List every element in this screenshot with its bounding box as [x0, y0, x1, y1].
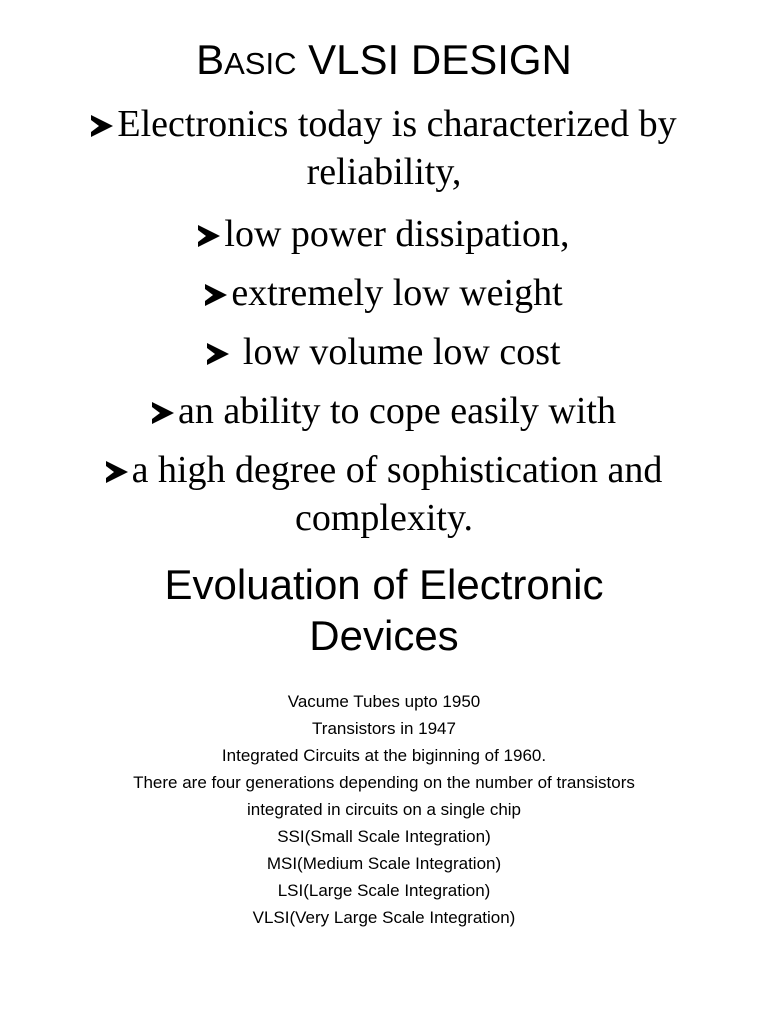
bullet-text: extremely low weight	[231, 272, 563, 314]
list-item: VLSI(Very Large Scale Integration)	[252, 908, 516, 927]
list-item: Integrated Circuits at the biginning of 1960.	[221, 746, 547, 765]
bullet-item	[40, 269, 728, 317]
arrow-bullet-icon	[198, 225, 220, 247]
bullet-item	[40, 210, 728, 258]
arrow-bullet-icon	[205, 284, 227, 306]
bullet-text: an ability to cope easily with	[178, 390, 616, 432]
list-item: There are four generations depending on the number of transistors	[133, 773, 635, 792]
arrow-bullet-icon	[106, 461, 128, 483]
list-item: SSI(Small Scale Integration)	[277, 827, 491, 846]
section-title-line1: Evoluation of Electronic	[164, 561, 604, 601]
bullet-item	[40, 387, 728, 435]
bullet-item	[40, 100, 728, 196]
title-small-caps: ASIC	[224, 46, 297, 81]
arrow-bullet-icon	[152, 402, 174, 424]
bullet-text-continued: complexity.	[295, 497, 473, 539]
page-title	[0, 36, 768, 88]
list-item: Vacume Tubes upto 1950	[287, 692, 481, 711]
bullet-text: a high degree of sophistication and	[131, 449, 663, 491]
arrow-bullet-icon	[91, 115, 113, 137]
list-item: MSI(Medium Scale Integration)	[266, 854, 502, 873]
title-first-letter: B	[196, 36, 225, 83]
list-item: integrated in circuits on a single chip	[246, 800, 522, 819]
bullet-item	[40, 328, 728, 376]
bullet-text: Electronics today is characterized by	[117, 103, 677, 145]
list-item: Transistors in 1947	[312, 719, 456, 738]
bullet-item	[40, 446, 728, 542]
title-rest: VLSI DESIGN	[296, 36, 572, 83]
bullet-text: low power dissipation,	[224, 213, 570, 255]
bullet-text-continued: reliability,	[306, 151, 462, 193]
list-item: LSI(Large Scale Integration)	[277, 881, 491, 900]
arrow-bullet-icon	[207, 343, 229, 365]
evolution-list	[0, 688, 768, 931]
bullet-text: low volume low cost	[233, 331, 561, 373]
section-title-clipped	[0, 543, 768, 601]
section-title-line2: Devices	[309, 612, 459, 659]
